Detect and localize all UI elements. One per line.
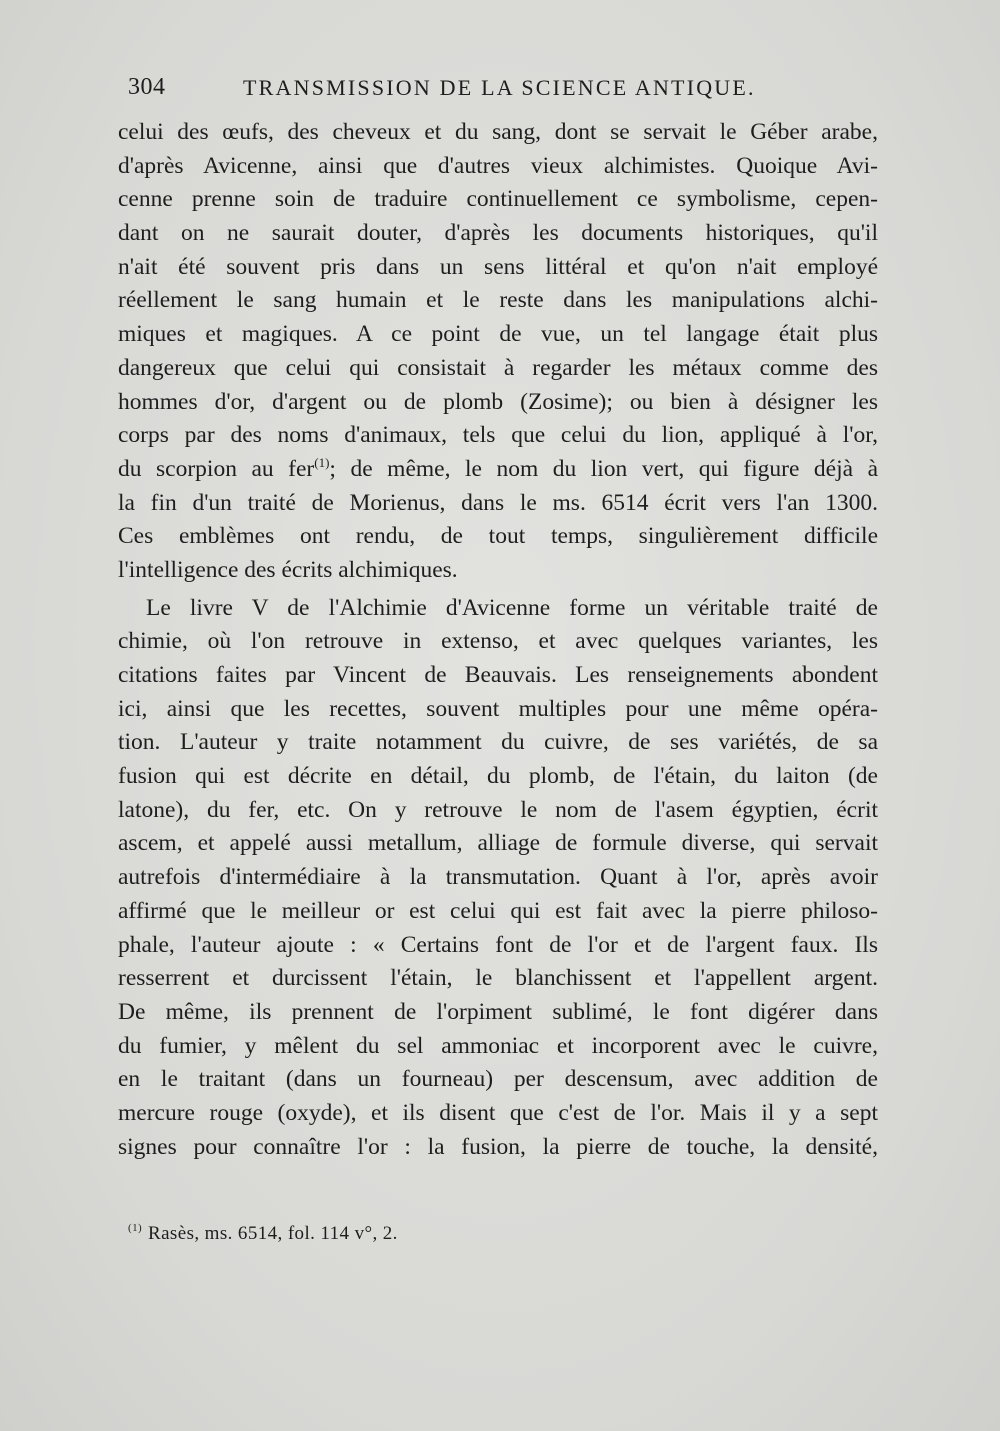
text-line: hommes d'or, d'argent ou de plomb (Zosime); ou bien à désigner les <box>118 388 878 415</box>
text-line: phale, l'auteur ajoute : « Certains font de l'or et de l'argent faux. Ils <box>118 931 878 958</box>
footnote <box>128 1222 398 1245</box>
text-line: miques et magiques. A ce point de vue, un tel langage était plus <box>118 321 878 348</box>
text-line: tion. L'auteur y traite notamment du cuivre, de ses variétés, de sa <box>118 729 878 756</box>
text-line: dangereux que celui qui consistait à regarder les métaux comme des <box>118 354 878 381</box>
body-text <box>118 116 878 1164</box>
text-line: chimie, où l'on retrouve in extenso, et avec quelques variantes, les <box>118 628 878 655</box>
text-fragment: ; de même, le nom du lion vert, qui figure déjà à <box>329 455 879 482</box>
text-line: la fin d'un traité de Morienus, dans le ms. 6514 écrit vers l'an 1300. <box>118 489 878 516</box>
text-line: De même, ils prennent de l'orpiment sublimé, le font digérer dans <box>118 998 878 1025</box>
text-line: ici, ainsi que les recettes, souvent multiples pour une même opéra- <box>118 695 878 722</box>
text-line: réellement le sang humain et le reste dans les manipulations alchi- <box>118 287 878 314</box>
text-line: affirmé que le meilleur or est celui qui est fait avec la pierre philoso- <box>118 897 878 924</box>
running-head <box>128 74 778 108</box>
text-line-with-footnote-ref <box>118 453 878 487</box>
text-line: cenne prenne soin de traduire continuellement ce symbolisme, cepen- <box>118 186 878 213</box>
text-line: dant on ne saurait douter, d'après les documents historiques, qu'il <box>118 220 878 247</box>
text-line: mercure rouge (oxyde), et ils disent que c'est de l'or. Mais il y a sept <box>118 1099 878 1126</box>
text-line: Ces emblèmes ont rendu, de tout temps, singulièrement difficile <box>118 523 878 550</box>
text-line: fusion qui est décrite en détail, du plomb, de l'étain, du laiton (de <box>118 763 878 790</box>
footnote-reference[interactable]: (1) <box>314 454 330 470</box>
text-line: autrefois d'intermédiaire à la transmutation. Quant à l'or, après avoir <box>118 864 878 891</box>
text-line: corps par des noms d'animaux, tels que celui du lion, appliqué à l'or, <box>118 422 878 449</box>
text-line: ascem, et appelé aussi metallum, alliage de formule diverse, qui servait <box>118 830 878 857</box>
running-title: TRANSMISSION DE LA SCIENCE ANTIQUE. <box>243 75 756 100</box>
text-line: latone), du fer, etc. On y retrouve le nom de l'asem égyptien, écrit <box>118 796 878 823</box>
text-line: en le traitant (dans un fourneau) per descensum, avec addition de <box>118 1066 878 1093</box>
text-line: d'après Avicenne, ainsi que d'autres vieux alchimistes. Quoique Avi- <box>118 152 878 179</box>
text-line: celui des œufs, des cheveux et du sang, dont se servait le Géber arabe, <box>118 119 878 145</box>
text-line: Le livre V de l'Alchimie d'Avicenne forme un véritable traité de <box>146 594 878 621</box>
text-line: signes pour connaître l'or : la fusion, la pierre de touche, la densité, <box>118 1133 878 1160</box>
footnote-mark: (1) <box>128 1222 143 1234</box>
text-line: n'ait été souvent pris dans un sens littéral et qu'on n'ait employé <box>118 253 878 280</box>
text-line: l'intelligence des écrits alchimiques. <box>118 556 458 583</box>
text-line: resserrent et durcissent l'étain, le blanchissent et l'appellent argent. <box>118 965 878 992</box>
text-line: citations faites par Vincent de Beauvais. Les renseignements abondent <box>118 662 878 688</box>
page-number: 304 <box>128 74 166 100</box>
text-fragment: du scorpion au fer <box>118 455 315 482</box>
text-line: du fumier, y mêlent du sel ammoniac et incorporent avec le cuivre, <box>118 1032 878 1059</box>
footnote-text: Rasès, ms. 6514, fol. 114 v°, 2. <box>148 1223 398 1244</box>
